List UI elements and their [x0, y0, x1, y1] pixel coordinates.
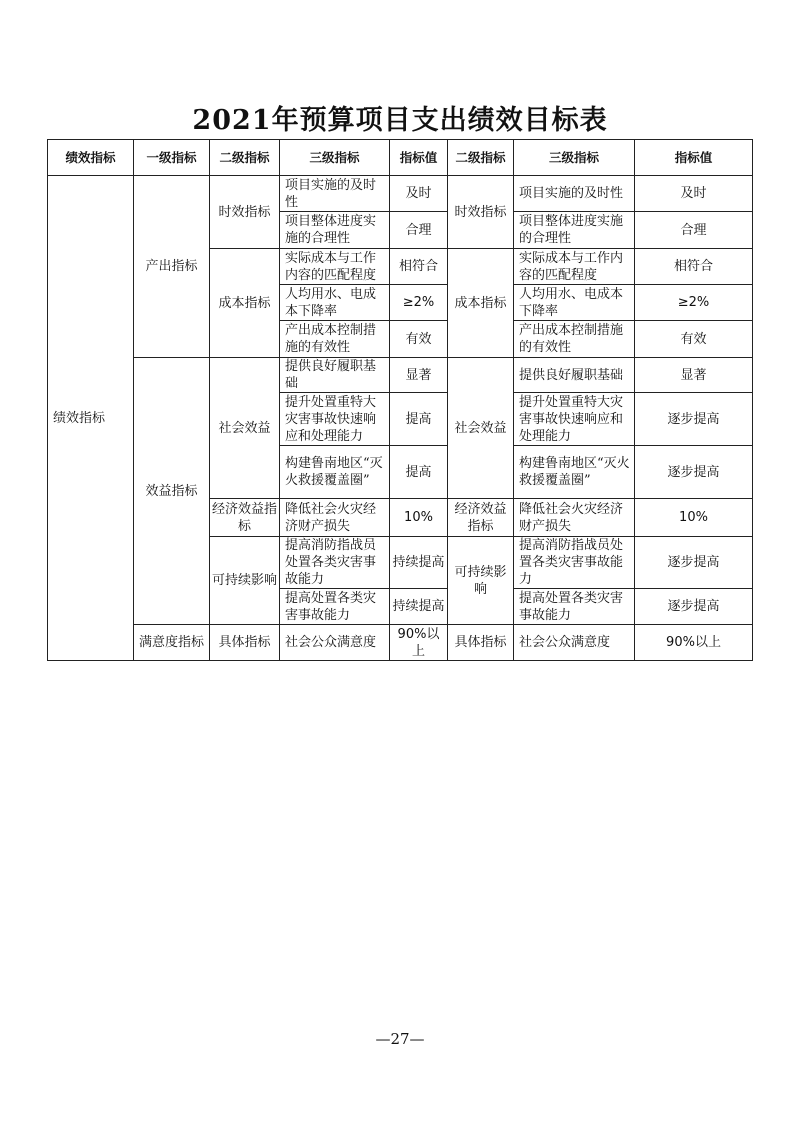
- level3-cell: 提高消防指战员处置各类灾害事故能力: [280, 537, 390, 589]
- level2-cell: 可持续影响: [210, 537, 280, 625]
- level3-cell-right: 提高消防指战员处置各类灾害事故能力: [514, 537, 635, 589]
- table-row: [48, 625, 753, 661]
- level1-cell: 效益指标: [134, 358, 210, 625]
- level3-cell: 项目整体进度实施的合理性: [280, 212, 390, 249]
- value-cell: 合理: [390, 212, 448, 249]
- value-cell: 90%以上: [390, 625, 448, 661]
- level3-cell-right: 社会公众满意度: [514, 625, 635, 661]
- header-cell: 二级指标: [210, 140, 280, 176]
- header-cell: 绩效指标: [48, 140, 134, 176]
- header-row: [48, 140, 753, 176]
- header-cell: 三级指标: [280, 140, 390, 176]
- level3-cell-right: 项目整体进度实施的合理性: [514, 212, 635, 249]
- level3-cell-right: 项目实施的及时性: [514, 176, 635, 212]
- value-cell-right: 相符合: [635, 249, 753, 285]
- value-cell: 10%: [390, 499, 448, 537]
- value-cell-right: 逐步提高: [635, 393, 753, 446]
- value-cell: 提高: [390, 393, 448, 446]
- performance-table: [47, 139, 753, 661]
- level3-cell-right: 提升处置重特大灾害事故快速响应和处理能力: [514, 393, 635, 446]
- level3-cell: 降低社会火灾经济财产损失: [280, 499, 390, 537]
- value-cell-right: 逐步提高: [635, 589, 753, 625]
- value-cell-right: 10%: [635, 499, 753, 537]
- level2-cell-right: 可持续影响: [448, 537, 514, 625]
- level2-cell: 具体指标: [210, 625, 280, 661]
- value-cell: 提高: [390, 446, 448, 499]
- level3-cell: 实际成本与工作内容的匹配程度: [280, 249, 390, 285]
- level3-cell: 构建鲁南地区“灭火救援覆盖圈”: [280, 446, 390, 499]
- header-cell: 一级指标: [134, 140, 210, 176]
- level3-cell-right: 提高处置各类灾害事故能力: [514, 589, 635, 625]
- level3-cell-right: 人均用水、电成本下降率: [514, 285, 635, 321]
- table-row: [48, 176, 753, 212]
- value-cell: 有效: [390, 321, 448, 358]
- level2-cell-right: 具体指标: [448, 625, 514, 661]
- value-cell-right: 逐步提高: [635, 446, 753, 499]
- level3-cell: 提高处置各类灾害事故能力: [280, 589, 390, 625]
- value-cell-right: 合理: [635, 212, 753, 249]
- level3-cell-right: 降低社会火灾经济财产损失: [514, 499, 635, 537]
- value-cell-right: 及时: [635, 176, 753, 212]
- level3-cell-right: 产出成本控制措施的有效性: [514, 321, 635, 358]
- value-cell: 显著: [390, 358, 448, 393]
- level3-cell: 社会公众满意度: [280, 625, 390, 661]
- value-cell: ≥2%: [390, 285, 448, 321]
- level3-cell: 提供良好履职基础: [280, 358, 390, 393]
- level2-cell-right: 社会效益: [448, 358, 514, 499]
- value-cell-right: ≥2%: [635, 285, 753, 321]
- level1-cell: 满意度指标: [134, 625, 210, 661]
- level2-cell-right: 成本指标: [448, 249, 514, 358]
- level2-cell-right: 时效指标: [448, 176, 514, 249]
- level3-cell-right: 提供良好履职基础: [514, 358, 635, 393]
- value-cell: 持续提高: [390, 537, 448, 589]
- value-cell-right: 90%以上: [635, 625, 753, 661]
- value-cell-right: 显著: [635, 358, 753, 393]
- value-cell: 相符合: [390, 249, 448, 285]
- performance-indicator-cell: 绩效指标: [48, 176, 134, 661]
- level3-cell-right: 构建鲁南地区“灭火救援覆盖圈”: [514, 446, 635, 499]
- value-cell: 持续提高: [390, 589, 448, 625]
- header-cell: 指标值: [390, 140, 448, 176]
- level2-cell: 经济效益指标: [210, 499, 280, 537]
- level2-cell: 社会效益: [210, 358, 280, 499]
- level2-cell: 成本指标: [210, 249, 280, 358]
- level3-cell: 提升处置重特大灾害事故快速响应和处理能力: [280, 393, 390, 446]
- level1-cell: 产出指标: [134, 176, 210, 358]
- level2-cell: 时效指标: [210, 176, 280, 249]
- level2-cell-right: 经济效益指标: [448, 499, 514, 537]
- value-cell-right: 逐步提高: [635, 537, 753, 589]
- page-number: —27—: [375, 1030, 425, 1048]
- header-cell: 指标值: [635, 140, 753, 176]
- level3-cell: 产出成本控制措施的有效性: [280, 321, 390, 358]
- value-cell: 及时: [390, 176, 448, 212]
- value-cell-right: 有效: [635, 321, 753, 358]
- header-cell: 二级指标: [448, 140, 514, 176]
- header-cell: 三级指标: [514, 140, 635, 176]
- table-row: [48, 358, 753, 393]
- page-title: 2021年预算项目支出绩效目标表: [192, 105, 608, 136]
- level3-cell: 项目实施的及时性: [280, 176, 390, 212]
- level3-cell-right: 实际成本与工作内容的匹配程度: [514, 249, 635, 285]
- level3-cell: 人均用水、电成本下降率: [280, 285, 390, 321]
